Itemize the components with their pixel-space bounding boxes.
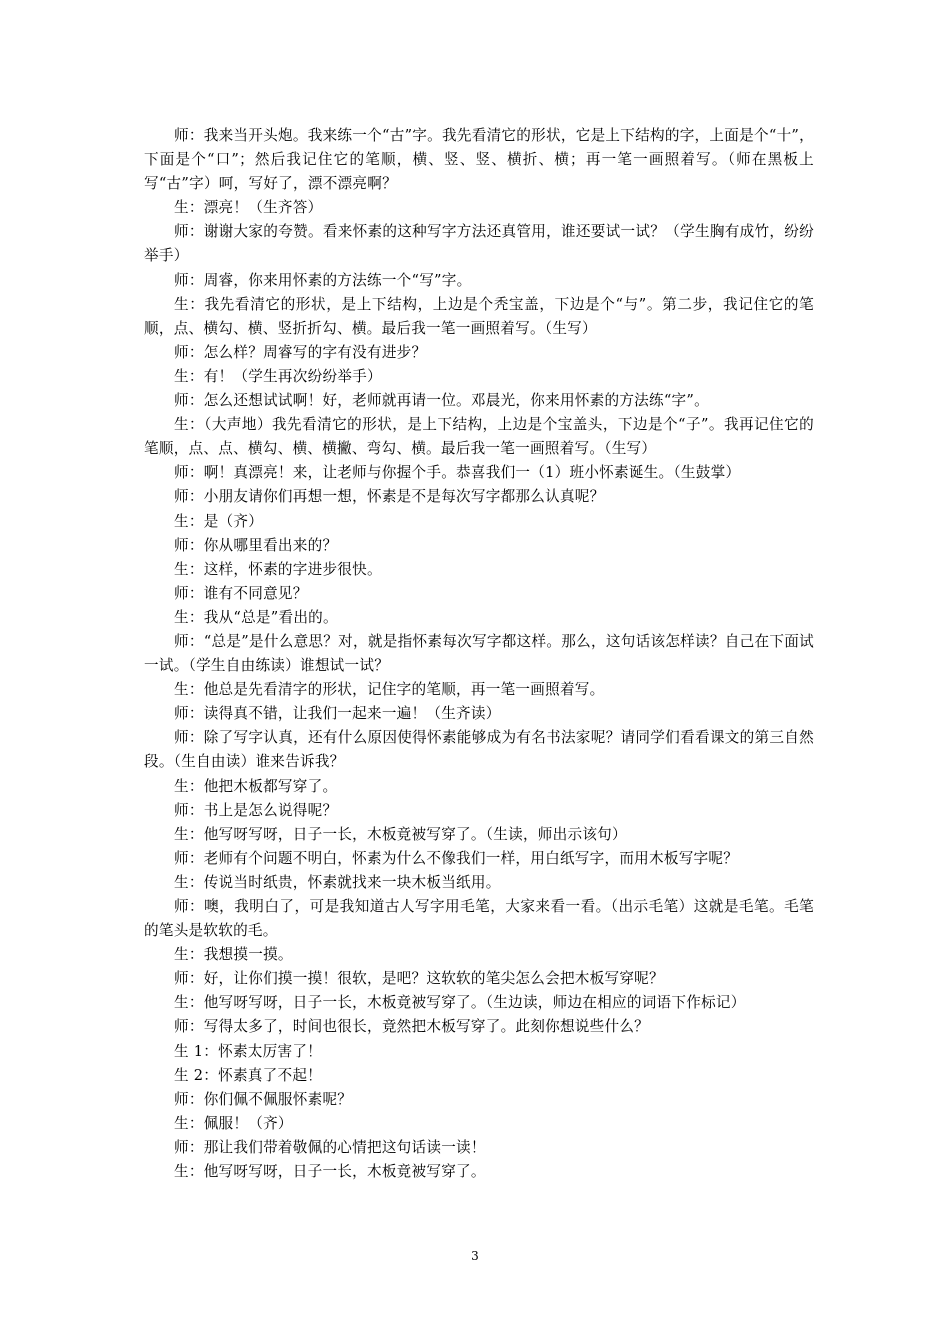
paragraph: 生：有！（学生再次纷纷举手） xyxy=(174,367,382,385)
paragraph: 师：好，让你们摸一摸！很软，是吧？这软软的笔尖怎么会把木板写穿呢？ xyxy=(174,970,664,988)
body-text xyxy=(144,124,814,1184)
paragraph: 生 1：怀素太厉害了！ xyxy=(174,1042,323,1060)
paragraph: 师：我来当开头炮。我来练一个“古”字。我先看清它的形状，它是上下结构的字，上面是个“十”，下面是个“口”；然后我记住它的笔顺，横、竖、竖、横折、横；再一笔一画照着写。（师在黑板上写“古”字）呵，写好了，漂不漂亮啊？ xyxy=(144,127,814,193)
paragraph: 生 2：怀素真了不起！ xyxy=(174,1066,323,1084)
paragraph: 生：传说当时纸贵，怀素就找来一块木板当纸用。 xyxy=(174,873,501,891)
paragraph: 师：怎么还想试试啊！好，老师就再请一位。邓晨光，你来用怀素的方法练“字”。 xyxy=(174,392,709,410)
paragraph: 生：他写呀写呀，日子一长，木板竟被写穿了。（生读，师出示该句） xyxy=(174,825,627,843)
paragraph: 生：他写呀写呀，日子一长，木板竟被写穿了。（生边读，师边在相应的词语下作标记） xyxy=(174,994,746,1012)
paragraph: 师：书上是怎么说得呢？ xyxy=(174,801,338,819)
paragraph: 生：我想摸一摸。 xyxy=(174,946,293,964)
paragraph: 师：小朋友请你们再想一想，怀素是不是每次写字都那么认真呢？ xyxy=(174,488,605,506)
paragraph: 生：我从“总是”看出的。 xyxy=(174,608,338,626)
paragraph: 生：他把木板都写穿了。 xyxy=(174,777,338,795)
paragraph: 师：谁有不同意见？ xyxy=(174,584,308,602)
paragraph: 师：读得真不错，让我们一起来一遍！（生齐读） xyxy=(174,705,501,723)
page-number: 3 xyxy=(471,1249,479,1263)
paragraph: 师：啊！真漂亮！来，让老师与你握个手。恭喜我们一（1）班小怀素诞生。（生鼓掌） xyxy=(174,464,741,482)
paragraph: 师：怎么样？周睿写的字有没有进步？ xyxy=(174,343,427,361)
paragraph: 师：“总是”是什么意思？对，就是指怀素每次写字都这样。那么，这句话该怎样读？自己在下面试一试。（学生自由练读）谁想试一试？ xyxy=(144,632,814,675)
paragraph: 师：写得太多了，时间也很长，竟然把木板写穿了。此刻你想说些什么？ xyxy=(174,1018,650,1036)
paragraph: 师：老师有个问题不明白，怀素为什么不像我们一样，用白纸写字，而用木板写字呢？ xyxy=(174,849,739,867)
paragraph: 师：谢谢大家的夸赞。看来怀素的这种写字方法还真管用，谁还要试一试？（学生胸有成竹，纷纷举手） xyxy=(144,223,814,265)
paragraph: 师：那让我们带着敬佩的心情把这句话读一读！ xyxy=(174,1138,486,1156)
paragraph: 师：周睿，你来用怀素的方法练一个“写”字。 xyxy=(174,271,472,289)
paragraph: 生：我先看清它的形状，是上下结构，上边是个秃宝盖，下边是个“与”。第二步，我记住它的笔顺，点、横勾、横、竖折折勾、横。最后我一笔一画照着写。（生写） xyxy=(144,295,814,337)
paragraph: 师：除了写字认真，还有什么原因使得怀素能够成为有名书法家呢？请同学们看看课文的第三自然段。（生自由读）谁来告诉我？ xyxy=(144,729,814,771)
paragraph: 生：（大声地）我先看清它的形状，是上下结构，上边是个宝盖头，下边是个“子”。我再记住它的笔顺，点、点、横勾、横、横撇、弯勾、横。最后我一笔一画照着写。（生写） xyxy=(144,416,814,458)
paragraph: 生：是（齐） xyxy=(174,512,264,530)
paragraph: 生：他写呀写呀，日子一长，木板竟被写穿了。 xyxy=(174,1163,486,1181)
paragraph: 生：他总是先看清字的形状，记住字的笔顺，再一笔一画照着写。 xyxy=(174,681,605,699)
paragraph: 师：你们佩不佩服怀素呢？ xyxy=(174,1090,353,1108)
paragraph: 生：佩服！（齐） xyxy=(174,1114,293,1132)
paragraph: 师：你从哪里看出来的？ xyxy=(174,536,338,554)
paragraph: 师：噢，我明白了，可是我知道古人写字用毛笔，大家来看一看。（出示毛笔）这就是毛笔。毛笔的笔头是软软的毛。 xyxy=(144,898,814,940)
paragraph: 生：这样，怀素的字进步很快。 xyxy=(174,560,382,578)
paragraph: 生：漂亮！（生齐答） xyxy=(174,199,323,217)
